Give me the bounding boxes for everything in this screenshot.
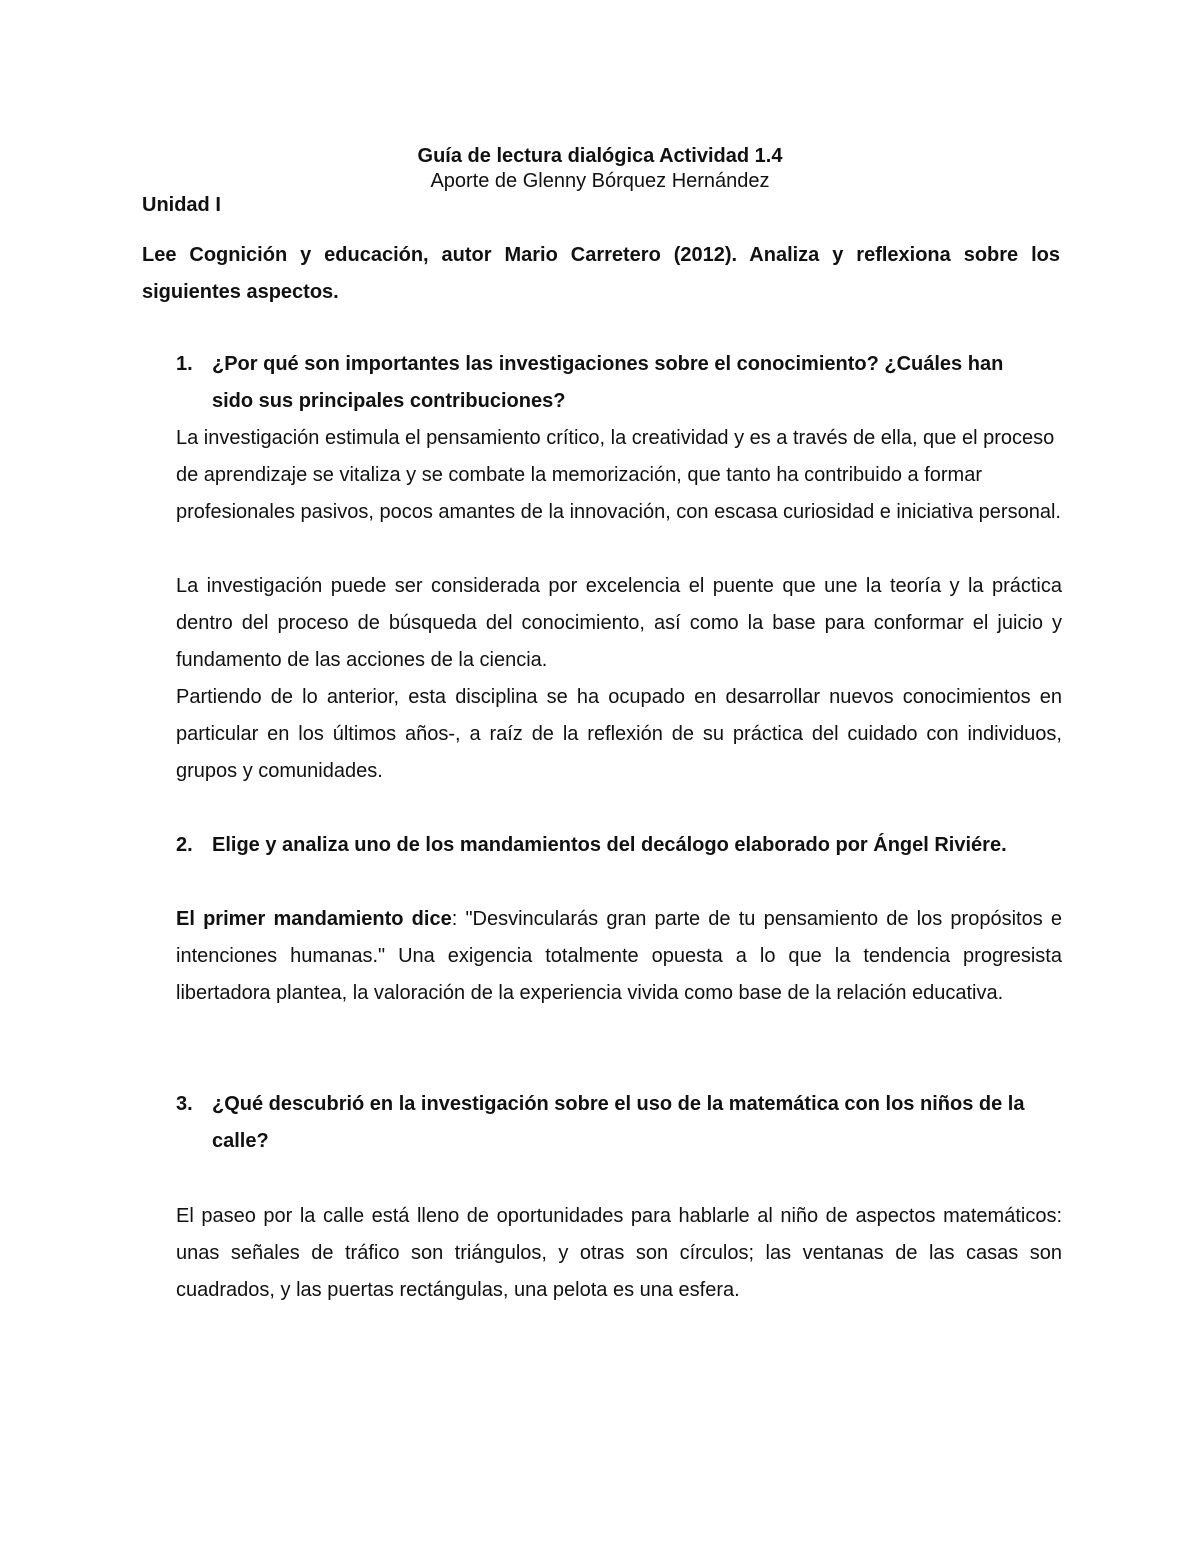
question-1 — [176, 346, 1036, 420]
unit-heading: Unidad I — [142, 194, 221, 216]
question-3 — [176, 1086, 1036, 1160]
answer-2-paragraph — [176, 901, 1062, 1012]
answer-1-paragraph-1: La investigación estimula el pensamiento crítico, la creatividad y es a través de ella, que el proceso de aprendizaje se vitaliza y se combate la memorización, que tanto ha contribuido a formar profesionales pasivos, pocos amantes de la innovación, con escasa curiosidad e iniciativa personal. — [176, 427, 1061, 523]
answer-1-paragraph-3: Partiendo de lo anterior, esta disciplina se ha ocupado en desarrollar nuevos conocimientos en particular en los últimos años-, a raíz de la reflexión de su práctica del cuidado con individuos, grupos y comunidades. — [176, 686, 1062, 782]
question-text: ¿Por qué son importantes las investigaciones sobre el conocimiento? ¿Cuáles han sido sus principales contribuciones? — [212, 353, 1004, 412]
document-title: Guía de lectura dialógica Actividad 1.4 — [417, 145, 783, 167]
document-subtitle: Aporte de Glenny Bórquez Hernández — [430, 170, 770, 192]
question-text: ¿Qué descubrió en la investigación sobre el uso de la matemática con los niños de la calle? — [212, 1093, 1025, 1152]
answer-2-body: : "Desvincularás gran parte de tu pensamiento de los propósitos e intenciones humanas." Una exigencia totalmente opuesta a lo que la tendencia progresista libertadora plantea, la valoración de la experiencia vivida como base de la relación educativa. — [176, 908, 1062, 1004]
answer-3-paragraph: El paseo por la calle está lleno de oportunidades para hablarle al niño de aspectos matemáticos: unas señales de tráfico son triángulos, y otras son círculos; las ventanas de las casas son cuadrados, y las puertas rectángulas, una pelota es una esfera. — [176, 1205, 1062, 1301]
question-text: Elige y analiza uno de los mandamientos del decálogo elaborado por Ángel Riviére. — [212, 834, 1007, 856]
question-2 — [176, 827, 1036, 864]
question-number: 2. — [176, 834, 193, 856]
question-number: 1. — [176, 353, 193, 375]
answer-1-paragraph-2: La investigación puede ser considerada por excelencia el puente que une la teoría y la práctica dentro del proceso de búsqueda del conocimiento, así como la base para conformar el juicio y fundamento de las acciones de la ciencia. — [176, 575, 1062, 671]
intro-instructions: Lee Cognición y educación, autor Mario Carretero (2012). Analiza y reflexiona sobre los siguientes aspectos. — [142, 244, 1060, 303]
question-number: 3. — [176, 1093, 193, 1115]
answer-2-lead: El primer mandamiento dice — [176, 908, 452, 930]
